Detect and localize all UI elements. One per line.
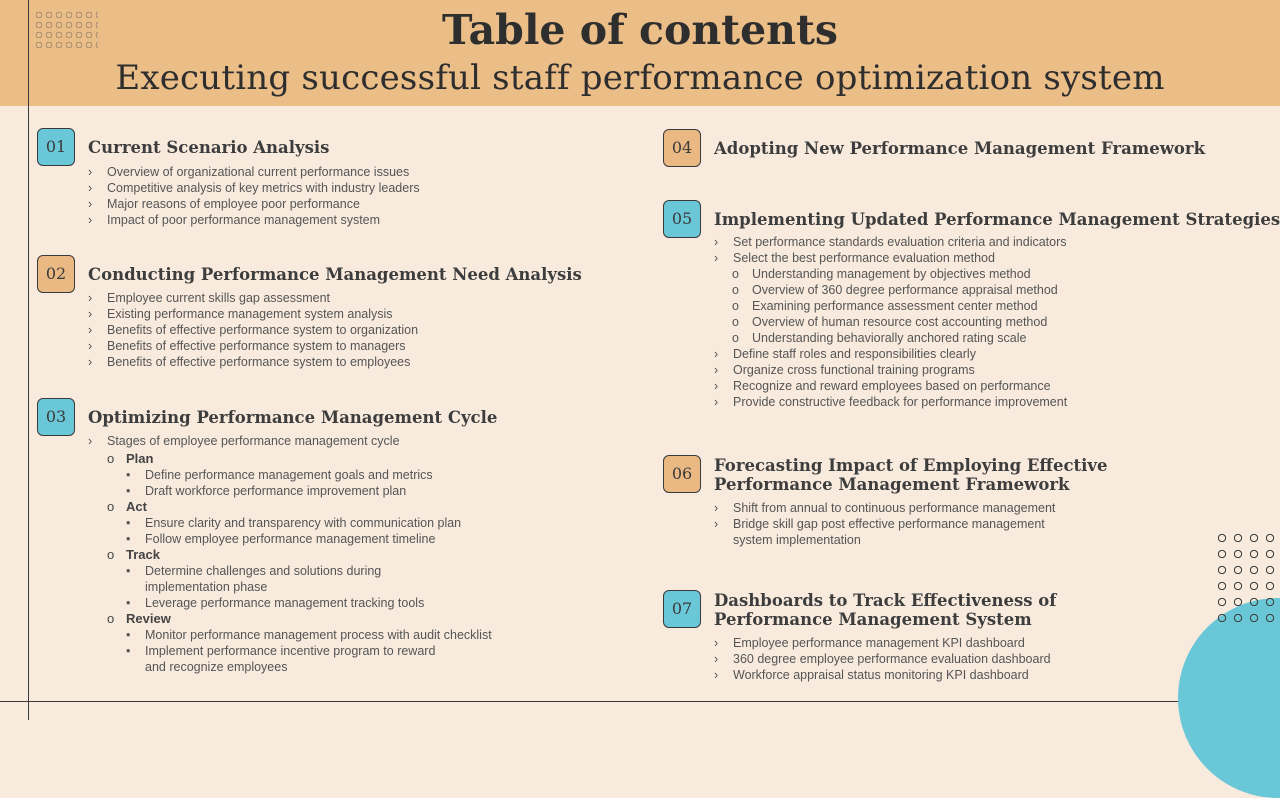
stage-heading-plan: o Plan xyxy=(88,451,528,467)
list-item: • Leverage performance management tracking tools xyxy=(88,595,528,611)
sub-item: o Examining performance assessment center method xyxy=(714,298,1067,314)
section-number-badge: 04 xyxy=(663,129,701,167)
list-item: › Benefits of effective performance system to organization xyxy=(88,322,418,338)
section-number-badge: 05 xyxy=(663,200,701,238)
list-item: › Employee performance management KPI dashboard xyxy=(714,635,1051,651)
stage-heading-act: o Act xyxy=(88,499,528,515)
list-item: › Impact of poor performance management system xyxy=(88,212,420,228)
list-item: • Ensure clarity and transparency with communication plan xyxy=(88,515,528,531)
list-item: › Stages of employee performance management cycle xyxy=(88,433,528,449)
section-number-badge: 07 xyxy=(663,590,701,628)
list-item: › Select the best performance evaluation method xyxy=(714,250,1067,266)
section-number-badge: 01 xyxy=(37,128,75,166)
list-item: › Benefits of effective performance system to employees xyxy=(88,354,418,370)
sub-item: o Understanding management by objectives method xyxy=(714,266,1067,282)
list-item: › Benefits of effective performance system to managers xyxy=(88,338,418,354)
list-item: › Competitive analysis of key metrics with industry leaders xyxy=(88,180,420,196)
list-item: • Draft workforce performance improvement plan xyxy=(88,483,528,499)
list-item: › Shift from annual to continuous performance management xyxy=(714,500,1068,516)
section-title-line1: Dashboards to Track Effectiveness of xyxy=(714,591,1057,610)
list-item: • Implement performance incentive program to reward and recognize employees xyxy=(88,643,455,675)
list-item: › Organize cross functional training programs xyxy=(714,362,1067,378)
page-subtitle: Executing successful staff performance optimization system xyxy=(115,58,1165,98)
section-title-line2: Performance Management Framework xyxy=(714,475,1070,494)
dot-pattern-decoration-right xyxy=(1214,530,1278,626)
horizontal-rule xyxy=(0,701,1280,702)
section-number-badge: 02 xyxy=(37,255,75,293)
list-item: › Overview of organizational current performance issues xyxy=(88,164,420,180)
section-title-line2: Performance Management System xyxy=(714,610,1032,629)
section-items xyxy=(88,433,528,675)
section-items xyxy=(714,234,1067,410)
section-title: Conducting Performance Management Need Analysis xyxy=(88,265,582,284)
list-item: › Major reasons of employee poor performance xyxy=(88,196,420,212)
sub-item: o Overview of human resource cost accounting method xyxy=(714,314,1067,330)
section-title-line1: Forecasting Impact of Employing Effective xyxy=(714,456,1108,475)
list-item: › Recognize and reward employees based on performance xyxy=(714,378,1067,394)
list-item: › Employee current skills gap assessment xyxy=(88,290,418,306)
stage-heading-track: o Track xyxy=(88,547,528,563)
vertical-rule xyxy=(28,0,29,720)
section-items xyxy=(714,500,1068,548)
list-item: › Existing performance management system analysis xyxy=(88,306,418,322)
list-item: • Define performance management goals and metrics xyxy=(88,467,528,483)
section-items xyxy=(88,164,420,228)
list-item: › Workforce appraisal status monitoring KPI dashboard xyxy=(714,667,1051,683)
circle-decoration xyxy=(1178,598,1280,798)
page-title: Table of contents xyxy=(442,6,838,54)
list-item: › Define staff roles and responsibilities clearly xyxy=(714,346,1067,362)
sub-item: o Overview of 360 degree performance appraisal method xyxy=(714,282,1067,298)
section-title: Current Scenario Analysis xyxy=(88,138,330,157)
section-items xyxy=(714,635,1051,683)
list-item: › Set performance standards evaluation criteria and indicators xyxy=(714,234,1067,250)
section-title: Implementing Updated Performance Management Strategies xyxy=(714,210,1280,229)
list-item: › Provide constructive feedback for performance improvement xyxy=(714,394,1067,410)
section-number-badge: 06 xyxy=(663,455,701,493)
stage-heading-review: o Review xyxy=(88,611,528,627)
section-number-badge: 03 xyxy=(37,398,75,436)
list-item: › Bridge skill gap post effective performance management system implementation xyxy=(714,516,1068,548)
section-items xyxy=(88,290,418,370)
list-item: • Follow employee performance management timeline xyxy=(88,531,528,547)
list-item: • Monitor performance management process with audit checklist xyxy=(88,627,528,643)
sub-item: o Understanding behaviorally anchored rating scale xyxy=(714,330,1067,346)
list-item: • Determine challenges and solutions during implementation phase xyxy=(88,563,455,595)
section-title: Adopting New Performance Management Framework xyxy=(714,139,1206,158)
section-title: Optimizing Performance Management Cycle xyxy=(88,408,498,427)
list-item: › 360 degree employee performance evaluation dashboard xyxy=(714,651,1051,667)
